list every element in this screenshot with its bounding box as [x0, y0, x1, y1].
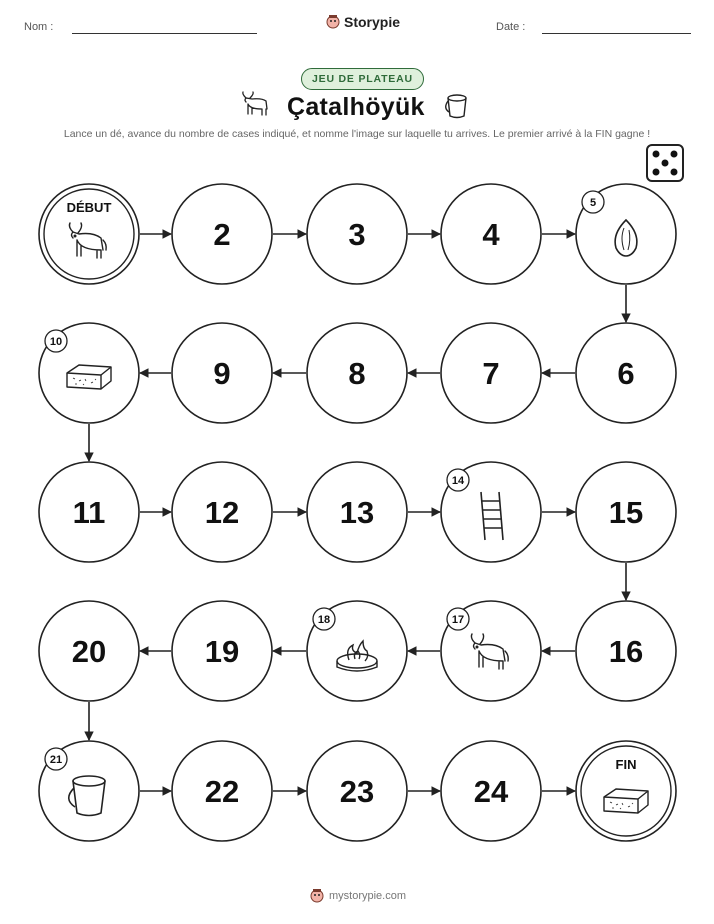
board-space-25 — [576, 741, 676, 841]
board-space-16 — [576, 601, 676, 701]
board-space-20 — [39, 601, 139, 701]
space-number-badge: 5 — [589, 197, 597, 209]
board-space-22 — [172, 741, 272, 841]
board-space-8 — [307, 323, 407, 423]
brand-name: Storypie — [344, 14, 401, 30]
board-space-14 — [441, 462, 541, 562]
board-space-12 — [172, 462, 272, 562]
space-number: 15 — [608, 495, 644, 530]
space-number: 8 — [348, 356, 366, 391]
space-number: 20 — [71, 634, 107, 669]
board-space-24 — [441, 741, 541, 841]
storypie-mascot-icon — [310, 888, 324, 904]
board-space-21 — [39, 741, 139, 841]
board-space-4 — [441, 184, 541, 284]
board-space-11 — [39, 462, 139, 562]
space-number-badge: 10 — [49, 336, 63, 348]
space-number: 6 — [617, 356, 635, 391]
space-number: 22 — [204, 774, 240, 809]
space-number: 9 — [213, 356, 231, 391]
space-number-badge: 14 — [451, 475, 465, 487]
space-number: 4 — [482, 217, 500, 252]
space-number: 23 — [339, 774, 375, 809]
board-space-2 — [172, 184, 272, 284]
page-title: Çatalhöyük — [287, 93, 425, 121]
start-label: DÉBUT — [66, 200, 112, 215]
board-space-23 — [307, 741, 407, 841]
space-number: 7 — [482, 356, 500, 391]
game-type-badge: JEU DE PLATEAU — [301, 68, 424, 90]
space-number: 24 — [473, 774, 509, 809]
board-space-18 — [307, 601, 407, 701]
board-space-15 — [576, 462, 676, 562]
end-label: FIN — [615, 757, 637, 772]
footer-url[interactable]: mystorypie.com — [329, 890, 407, 902]
board-space-19 — [172, 601, 272, 701]
board-space-10 — [39, 323, 139, 423]
instructions: Lance un dé, avance du nombre de cases indiqué, et nomme l'image sur laquelle tu arrives. Le premier arrivé à la FIN gagne ! — [63, 128, 651, 140]
space-number: 16 — [608, 634, 644, 669]
board-space-5 — [576, 184, 676, 284]
space-number: 13 — [339, 495, 375, 530]
space-number: 11 — [72, 495, 106, 530]
board-space-6 — [576, 323, 676, 423]
space-number-badge: 17 — [451, 614, 465, 626]
space-number: 2 — [213, 217, 231, 252]
board-space-1 — [39, 184, 139, 284]
date-label: Date : — [496, 21, 526, 33]
space-number: 19 — [204, 634, 240, 669]
footer — [310, 888, 406, 904]
board-space-13 — [307, 462, 407, 562]
board-space-7 — [441, 323, 541, 423]
board-space-9 — [172, 323, 272, 423]
name-label: Nom : — [24, 21, 54, 33]
space-number: 12 — [204, 495, 240, 530]
space-number-badge: 21 — [49, 754, 63, 766]
space-number-badge: 18 — [317, 614, 331, 626]
board-space-3 — [307, 184, 407, 284]
board-space-17 — [441, 601, 541, 701]
space-number: 3 — [348, 217, 366, 252]
